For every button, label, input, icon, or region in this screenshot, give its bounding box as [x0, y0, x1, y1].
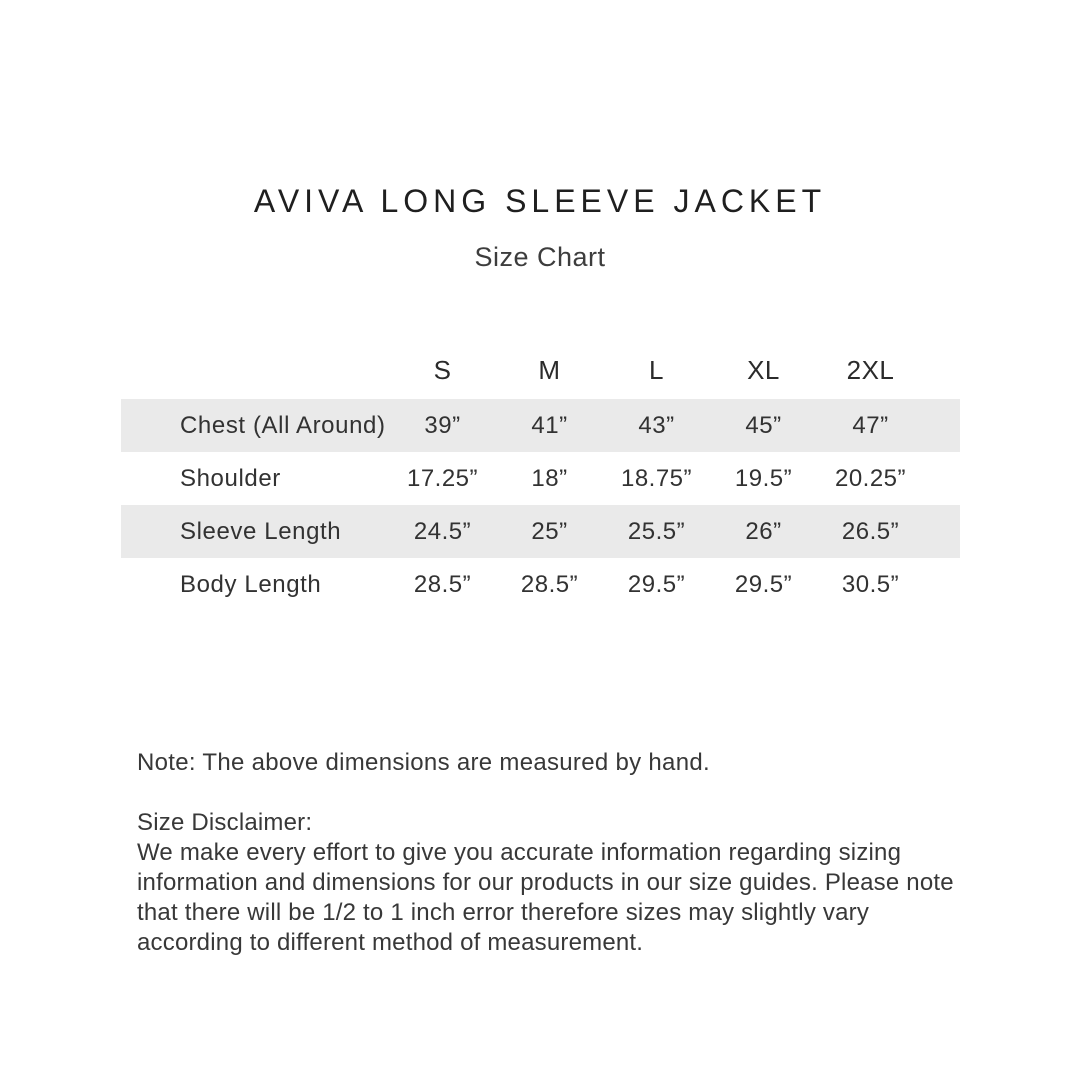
cell-chest-2xl: 47” — [852, 411, 889, 439]
cell-sleeve-l: 25.5” — [627, 517, 686, 545]
column-header-xl: XL — [747, 354, 780, 385]
cell-chest-m: 41” — [531, 411, 568, 439]
cell-shoulder-l: 18.75” — [620, 464, 693, 492]
column-header-2xl: 2XL — [846, 354, 895, 385]
column-header-m: M — [538, 354, 561, 385]
cell-shoulder-s: 17.25” — [406, 464, 479, 492]
measurement-note: Note: The above dimensions are measured by hand. — [137, 749, 710, 776]
row-label-shoulder: Shoulder — [180, 464, 281, 492]
cell-body-xl: 29.5” — [734, 570, 793, 598]
cell-body-s: 28.5” — [413, 570, 472, 598]
row-label-body-length: Body Length — [180, 570, 322, 598]
cell-sleeve-s: 24.5” — [413, 517, 472, 545]
disclaimer-line-4: according to different method of measurement. — [137, 929, 644, 956]
size-table-header-row — [121, 341, 960, 399]
disclaimer-line-2: information and dimensions for our products in our size guides. Please note — [137, 869, 954, 896]
row-label-chest: Chest (All Around) — [180, 411, 386, 439]
cell-shoulder-2xl: 20.25” — [834, 464, 907, 492]
table-row-sleeve-length — [121, 505, 960, 558]
table-row-body-length — [121, 558, 960, 611]
product-title: AVIVA LONG SLEEVE JACKET — [253, 183, 827, 219]
row-label-sleeve-length: Sleeve Length — [180, 517, 342, 545]
size-table — [121, 341, 960, 611]
disclaimer-line-1: We make every effort to give you accurate information regarding sizing — [137, 839, 902, 866]
cell-chest-s: 39” — [424, 411, 461, 439]
cell-sleeve-2xl: 26.5” — [841, 517, 900, 545]
size-chart-subtitle: Size Chart — [474, 242, 606, 272]
cell-chest-xl: 45” — [745, 411, 782, 439]
column-header-s: S — [433, 354, 452, 385]
cell-body-m: 28.5” — [520, 570, 579, 598]
cell-sleeve-xl: 26” — [745, 517, 782, 545]
table-row-shoulder — [121, 452, 960, 505]
disclaimer-title: Size Disclaimer: — [137, 809, 313, 836]
cell-shoulder-xl: 19.5” — [734, 464, 793, 492]
cell-shoulder-m: 18” — [531, 464, 568, 492]
cell-chest-l: 43” — [638, 411, 675, 439]
disclaimer-line-3: that there will be 1/2 to 1 inch error therefore sizes may slightly vary — [137, 899, 870, 926]
size-disclaimer — [137, 808, 954, 958]
cell-sleeve-m: 25” — [531, 517, 568, 545]
cell-body-l: 29.5” — [627, 570, 686, 598]
cell-body-2xl: 30.5” — [841, 570, 900, 598]
table-row-chest — [121, 399, 960, 452]
column-header-l: L — [649, 354, 664, 385]
